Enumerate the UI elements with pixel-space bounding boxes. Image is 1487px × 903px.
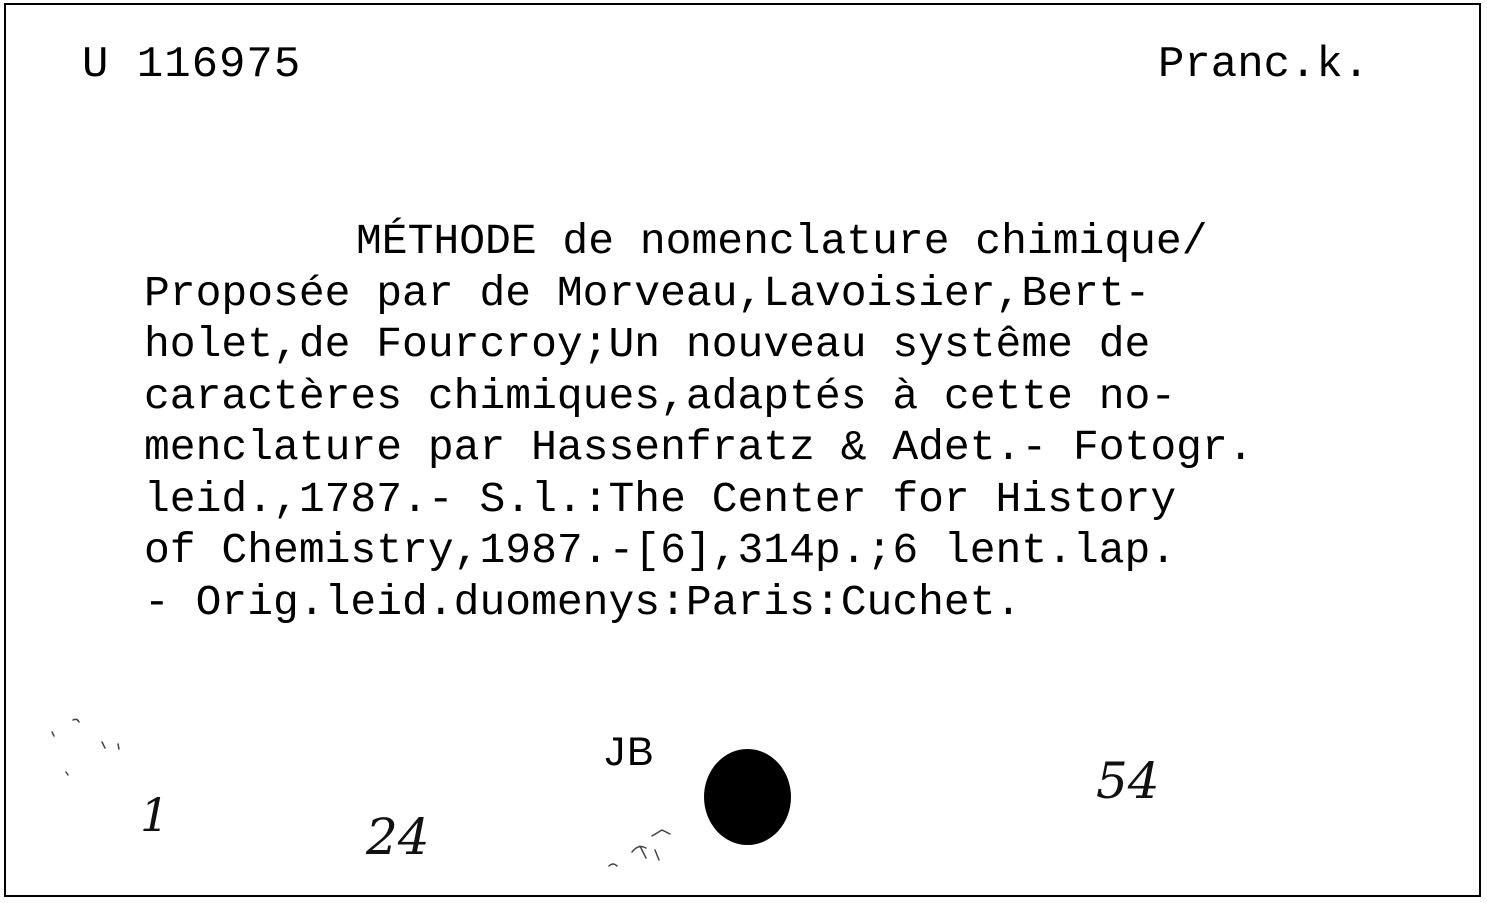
handwritten-number: 1 xyxy=(140,788,170,842)
entry-line: holet,de Fourcroy;Un nouveau systême de xyxy=(144,320,1151,369)
entry-line: leid.,1787.- S.l.:The Center for History xyxy=(144,474,1177,524)
entry-line: caractères chimiques,adaptés à cette no- xyxy=(144,371,1177,421)
handwritten-number: 24 xyxy=(366,808,430,866)
call-number: U 116975 xyxy=(82,40,302,90)
location-code: Pranc.k. xyxy=(1158,40,1370,90)
entry-line: of Chemistry,1987.-[6],314p.;6 lent.lap. xyxy=(144,526,1177,575)
entry-line: - Orig.leid.duomenys:Paris:Cuchet. xyxy=(144,577,1022,627)
entry-line: menclature par Hassenfratz & Adet.- Fotogr. xyxy=(144,423,1254,472)
entry-line: MÉTHODE de nomenclature chimique/ xyxy=(356,217,1208,266)
cataloger-initials: JB xyxy=(605,730,656,774)
entry-line: Proposée par de Morveau,Lavoisier,Bert- xyxy=(144,268,1151,318)
handwritten-number: 54 xyxy=(1096,752,1160,810)
